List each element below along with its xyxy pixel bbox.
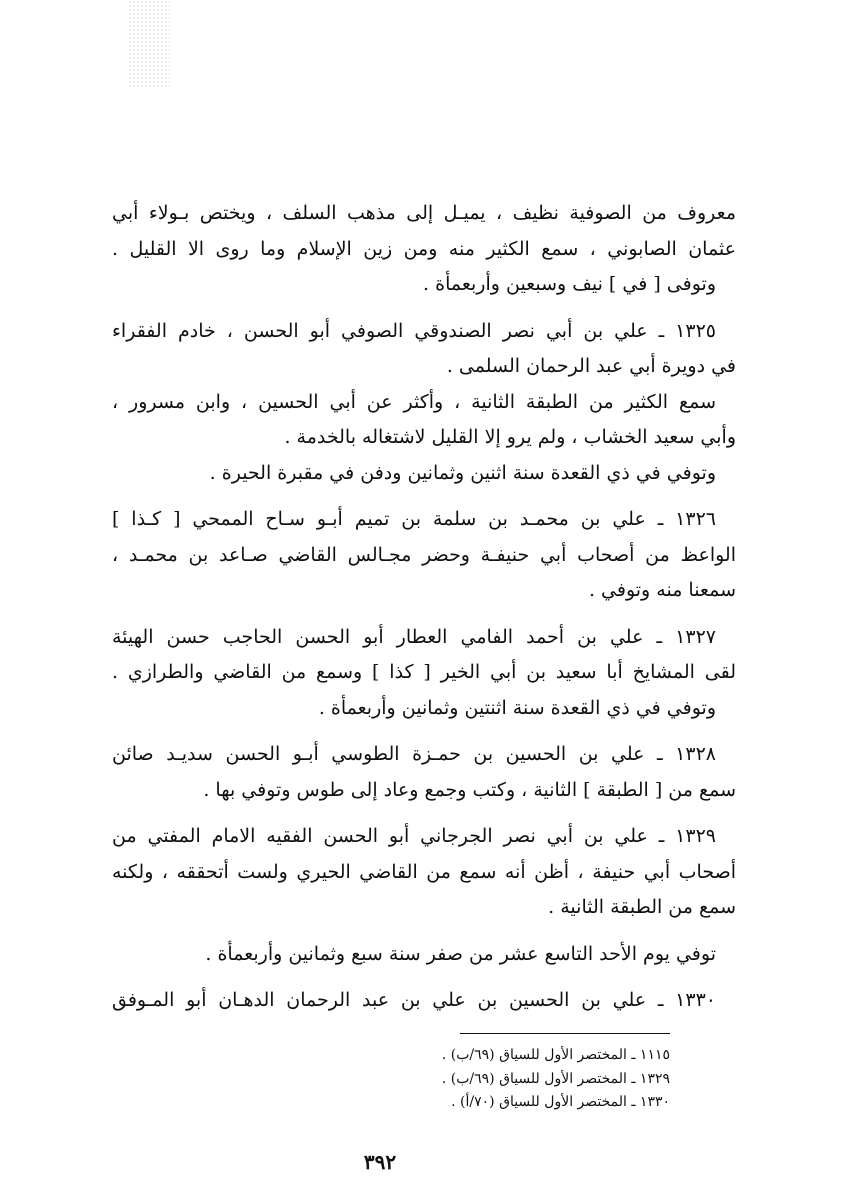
text-line: سمع من [ الطبقة ] الثانية ، وكتب وجمع وعاد إلى طوس وتوفي بها . [203,778,736,801]
footnote: ١٣٢٩ ـ المختصر الأول للسياق (٦٩/ب) . [441,1070,670,1087]
footnote: ١١١٥ ـ المختصر الأول للسياق (٦٩/ب) . [441,1047,670,1063]
scan-speckle [128,0,170,88]
text-line: عثمان الصابوني ، سمع الكثير منه ومن زين الإسلام وما روى الا القليل . [112,237,736,260]
text-line: وتوفي في ذي القعدة سنة اثنين وثمانين ودفن في مقبرة الحيرة . [209,461,716,484]
text-line: أصحاب أبي حنيفة ، أظن أنه سمع من القاضي الحيري ولست أتحققه ، ولكنه [112,860,736,883]
entry-1326 [112,502,736,609]
text-line: ١٣٢٨ ـ علي بن الحسين بن حمـزة الطوسي أبـو الحسن سديـد صائن [112,743,716,765]
entry-1329 [112,819,736,926]
text-line: وأبي سعيد الخشاب ، ولم يرو إلا القليل لاشتغاله بالخدمة . [284,426,736,448]
text-line: الواعظ من أصحاب أبي حنيفـة وحضر مجـالس القاضي صـاعد بن محمـد ، [112,543,736,566]
entry-1327 [112,620,736,727]
footnote: ١٣٣٠ ـ المختصر الأول للسياق (٧٠/أ) . [451,1094,670,1110]
footnotes [300,1044,670,1115]
text-line: سمعنا منه وتوفي . [588,579,736,601]
text-line: وتوفى [ في ] نيف وسبعين وأربعمأة . [423,273,716,295]
text-line: ١٣٢٧ ـ علي بن أحمد الفامي العطار أبو الحسن الحاجب حسن الهيئة [112,625,716,648]
footnote-divider [460,1033,670,1034]
text-line: ١٣٢٦ ـ علي بن محمـد بن سلمة بن تميم أبـو سـاح الممحي [ كـذا ] [112,508,716,530]
text-line: وتوفي في ذي القعدة سنة اثنتين وثمانين وأربعمأة . [318,696,716,719]
text-line: ١٣٣٠ ـ علي بن الحسين بن علي بن عبد الرحمان الدهـان أبو المـوفق [112,989,716,1011]
text-line: ١٣٢٩ ـ علي بن أبي نصر الجرجاني أبو الحسن الفقيه الامام المفتي من [112,825,716,847]
page-number: ٣٩٢ [363,1150,397,1174]
text-line: توفي يوم الأحد التاسع عشر من صفر سنة سبع وثمانين وأربعمأة . [205,942,716,965]
text-line: سمع الكثير من الطبقة الثانية ، وأكثر عن أبي الحسين ، وابن مسرور ، [112,390,716,413]
entry-1328 [112,737,736,808]
text-line: لقى المشايخ أبا سعيد بن أبي الخير [ كذا ] وسمع من القاضي والطرازي . [112,661,736,683]
entry-continuation [112,196,736,303]
entry-1330 [112,983,736,1019]
text-line: في دويرة أبي عبد الرحمان السلمى . [446,355,736,377]
entry-1329-death [112,937,736,973]
text-line: معروف من الصوفية نظيف ، يميـل إلى مذهب السلف ، ويختص بـولاء أبي [112,202,736,224]
text-line: ١٣٢٥ ـ علي بن أبي نصر الصندوقي الصوفي أبو الحسن ، خادم الفقراء [112,319,716,342]
text-line: سمع من الطبقة الثانية . [548,896,736,918]
main-text [112,196,736,1030]
entry-1325 [112,314,736,492]
